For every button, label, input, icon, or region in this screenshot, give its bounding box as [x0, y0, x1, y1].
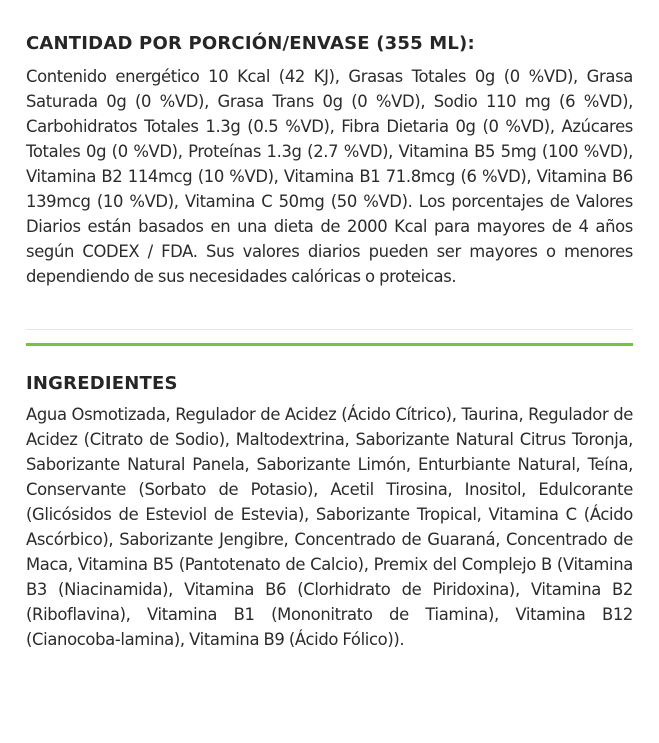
nutrition-heading: CANTIDAD POR PORCIÓN/ENVASE (355 ML): [26, 33, 475, 54]
nutrition-facts-section [26, 32, 633, 289]
accent-divider [26, 343, 633, 346]
nutrition-body: Contenido energético 10 Kcal (42 KJ), Grasas Totales 0g (0 %VD), Grasa Saturada 0g (0 %VD), Grasa Trans 0g (0 %VD), Sodio 110 mg (6 %VD), Carbohidratos Totales 1.3g (0.5 %VD), Fibra Dietaria 0g (0 %VD), Azúcares Totales 0g (0 %VD), Proteínas 1.3g (2.7 %VD), Vitamina B5 5mg (100 %VD), Vitamina B2 114mcg (10 %VD), Vitamina B1 71.8mcg (6 %VD), Vitamina B6 139mcg (10 %VD), Vitamina C 50mg (50 %VD). Los porcentajes de Valores Diarios están basados en una dieta de 2000 Kcal para mayores de 4 años según CODEX / FDA. Sus valores diarios pueden ser mayores o menores dependiendo de sus necesidades calóricas o proteicas. [26, 67, 633, 286]
light-divider [26, 329, 633, 330]
ingredients-body: Agua Osmotizada, Regulador de Acidez (Ácido Cítrico), Taurina, Regulador de Acidez (Citrato de Sodio), Maltodextrina, Saborizante Natural Citrus Toronja, Saborizante Natural Panela, Saborizante Limón, Enturbiante Natural, Teína, Conservante (Sorbato de Potasio), Acetil Tirosina, Inositol, Edulcorante (Glicósidos de Esteviol de Estevia), Saborizante Tropical, Vitamina C (Ácido Ascórbico), Saborizante Jengibre, Concentrado de Guaraná, Concentrado de Maca, Vitamina B5 (Pantotenato de Calcio), Premix del Complejo B (Vitamina B3 (Niacinamida), Vitamina B6 (Clorhidrato de Piridoxina), Vitamina B2 (Riboflavina), Vitamina B1 (Mononitrato de Tiamina), Vitamina B12 (Cianocoba-lamina), Vitamina B9 (Ácido Fólico)). [26, 405, 633, 649]
ingredients-section [26, 372, 633, 652]
ingredients-heading: INGREDIENTES [26, 373, 178, 394]
